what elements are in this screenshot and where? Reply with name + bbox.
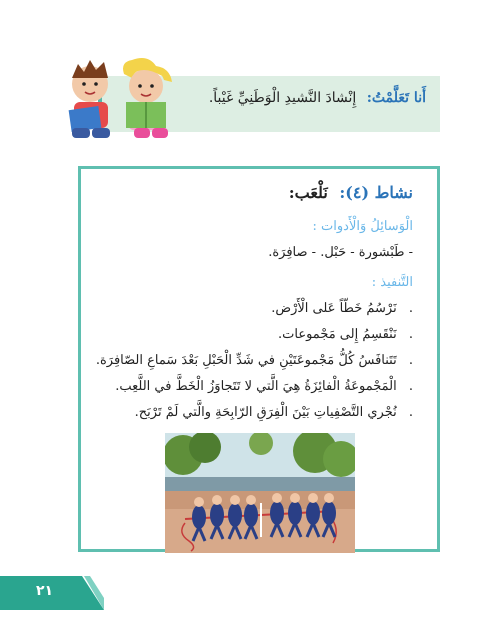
- learned-label: أَنا تَعَلَّمْتُ:: [366, 90, 426, 106]
- step-item: [96, 353, 413, 368]
- step-item: [271, 301, 413, 316]
- step-bullet: .: [408, 327, 413, 342]
- step-item: [115, 379, 413, 394]
- step-bullet: .: [408, 353, 413, 368]
- activity-title: [289, 183, 413, 202]
- step-bullet: .: [408, 301, 413, 316]
- step-bullet: .: [408, 405, 413, 420]
- step-text: نَنْقَسِمُ إِلى مَجْموعات.: [278, 327, 397, 342]
- tools-heading: الْوَسائِلُ وَالْأَدوات :: [312, 219, 413, 234]
- kids-reading-illustration: [52, 54, 182, 142]
- learned-sentence: [209, 90, 426, 106]
- execution-heading: التَّنفيذ :: [371, 275, 413, 290]
- activity-frame: [78, 166, 440, 552]
- step-item: [135, 405, 413, 420]
- activity-number: نشاط (٤):: [339, 183, 413, 202]
- tools-list: - طَبْشورة - حَبْل. - صافِرَة.: [268, 245, 413, 260]
- step-text: تَتَنافَسُ كُلُّ مَجْموعَتَيْنِ في شَدِّ الْحَبْلِ بَعْدَ سَماعِ الصّافِرَة.: [95, 353, 397, 368]
- step-bullet: .: [408, 379, 413, 394]
- activity-name: نَلْعَب:: [288, 183, 328, 202]
- step-item: [278, 327, 413, 342]
- step-text: الْمَجْموعَةُ الْفائِزَةُ هِيَ الَّتي لا تَتَجاوَزُ الْخَطَّ في اللَّعِب.: [115, 379, 397, 394]
- tug-of-war-photo: [165, 433, 355, 553]
- step-text: نَرْسُمُ خَطّاً عَلى الْأَرْض.: [271, 301, 397, 316]
- page-number: ٢١: [36, 583, 54, 599]
- step-text: نُجْري التَّصْفِياتِ بَيْنَ الْفِرَقِ الرّابِحَةِ والَّتي لَمْ تَرْبَح.: [134, 405, 397, 420]
- learned-text: إِنْشادَ النَّشيدِ الْوَطَنِيِّ غَيْباً.: [208, 90, 357, 106]
